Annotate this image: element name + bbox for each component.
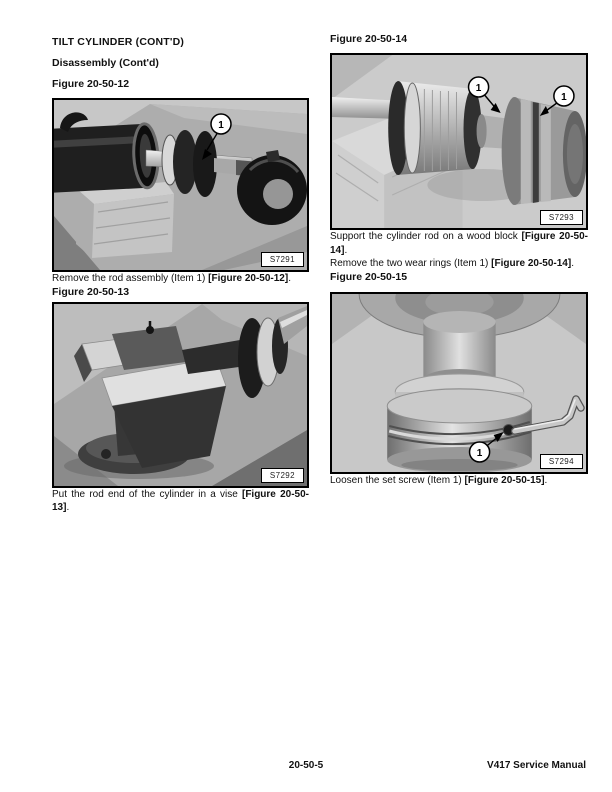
- callout-number: 1: [476, 447, 483, 459]
- subsection-title: Disassembly (Cont'd): [52, 57, 159, 69]
- caption-text: Remove the two wear rings (Item 1): [330, 258, 492, 269]
- photo-figure-20-50-13: [52, 302, 309, 488]
- figure-label-20-50-15: Figure 20-50-15: [330, 270, 408, 283]
- figure-reference: [Figure 20-50-12]: [208, 273, 289, 284]
- caption-set-screw: [330, 474, 588, 488]
- photo-figure-20-50-15: [330, 292, 588, 474]
- caption-wear-rings: [330, 257, 588, 271]
- figure-reference: [Figure 20-50-14]: [491, 258, 572, 269]
- callout-number: 1: [475, 83, 482, 94]
- right-column: [330, 33, 588, 487]
- wear-rings-photo: [332, 55, 586, 228]
- caption-text: .: [288, 273, 291, 284]
- set-screw-photo: [332, 294, 586, 472]
- caption-text: Put the rod end of the cylinder in a vise: [52, 488, 242, 500]
- photo-code-label: S7293: [540, 210, 583, 225]
- rod-assembly-photo: [54, 100, 307, 270]
- caption-text: Support the cylinder rod on a wood block: [330, 231, 522, 242]
- caption-text: .: [571, 258, 574, 269]
- cylinder-body: [54, 123, 159, 193]
- callout-number: 1: [218, 120, 224, 131]
- figure-label-20-50-13: Figure 20-50-13: [52, 285, 130, 298]
- figure-reference: [Figure 20-50-13]: [52, 488, 309, 513]
- left-column: [52, 36, 309, 515]
- photo-figure-20-50-14: [330, 53, 588, 230]
- footer-manual-title: V417 Service Manual: [487, 760, 586, 771]
- caption-text: Loosen the set screw (Item 1): [330, 474, 465, 486]
- figure-reference: [Figure 20-50-14]: [330, 231, 589, 256]
- vise-photo: [54, 304, 307, 486]
- caption-text: .: [66, 502, 70, 513]
- callout-number: 1: [561, 92, 567, 103]
- caption-text: .: [544, 474, 548, 486]
- photo-code-label: S7292: [261, 468, 304, 483]
- caption-remove-rod: [52, 272, 309, 286]
- figure-label-20-50-14: Figure 20-50-14: [330, 33, 408, 45]
- figure-reference: [Figure 20-50-15]: [464, 474, 545, 486]
- caption-support-rod: [330, 230, 588, 257]
- photo-figure-20-50-12: [52, 98, 309, 272]
- section-title: TILT CYLINDER (CONT'D): [52, 36, 185, 48]
- figure-label-20-50-12: Figure 20-50-12: [52, 78, 130, 90]
- footer-page-number: 20-50-5: [288, 760, 324, 771]
- photo-code-label: S7294: [540, 454, 583, 469]
- caption-text: Remove the rod assembly (Item 1): [52, 273, 209, 284]
- photo-code-label: S7291: [261, 252, 304, 267]
- caption-text: .: [344, 244, 348, 256]
- caption-vise: [52, 488, 309, 515]
